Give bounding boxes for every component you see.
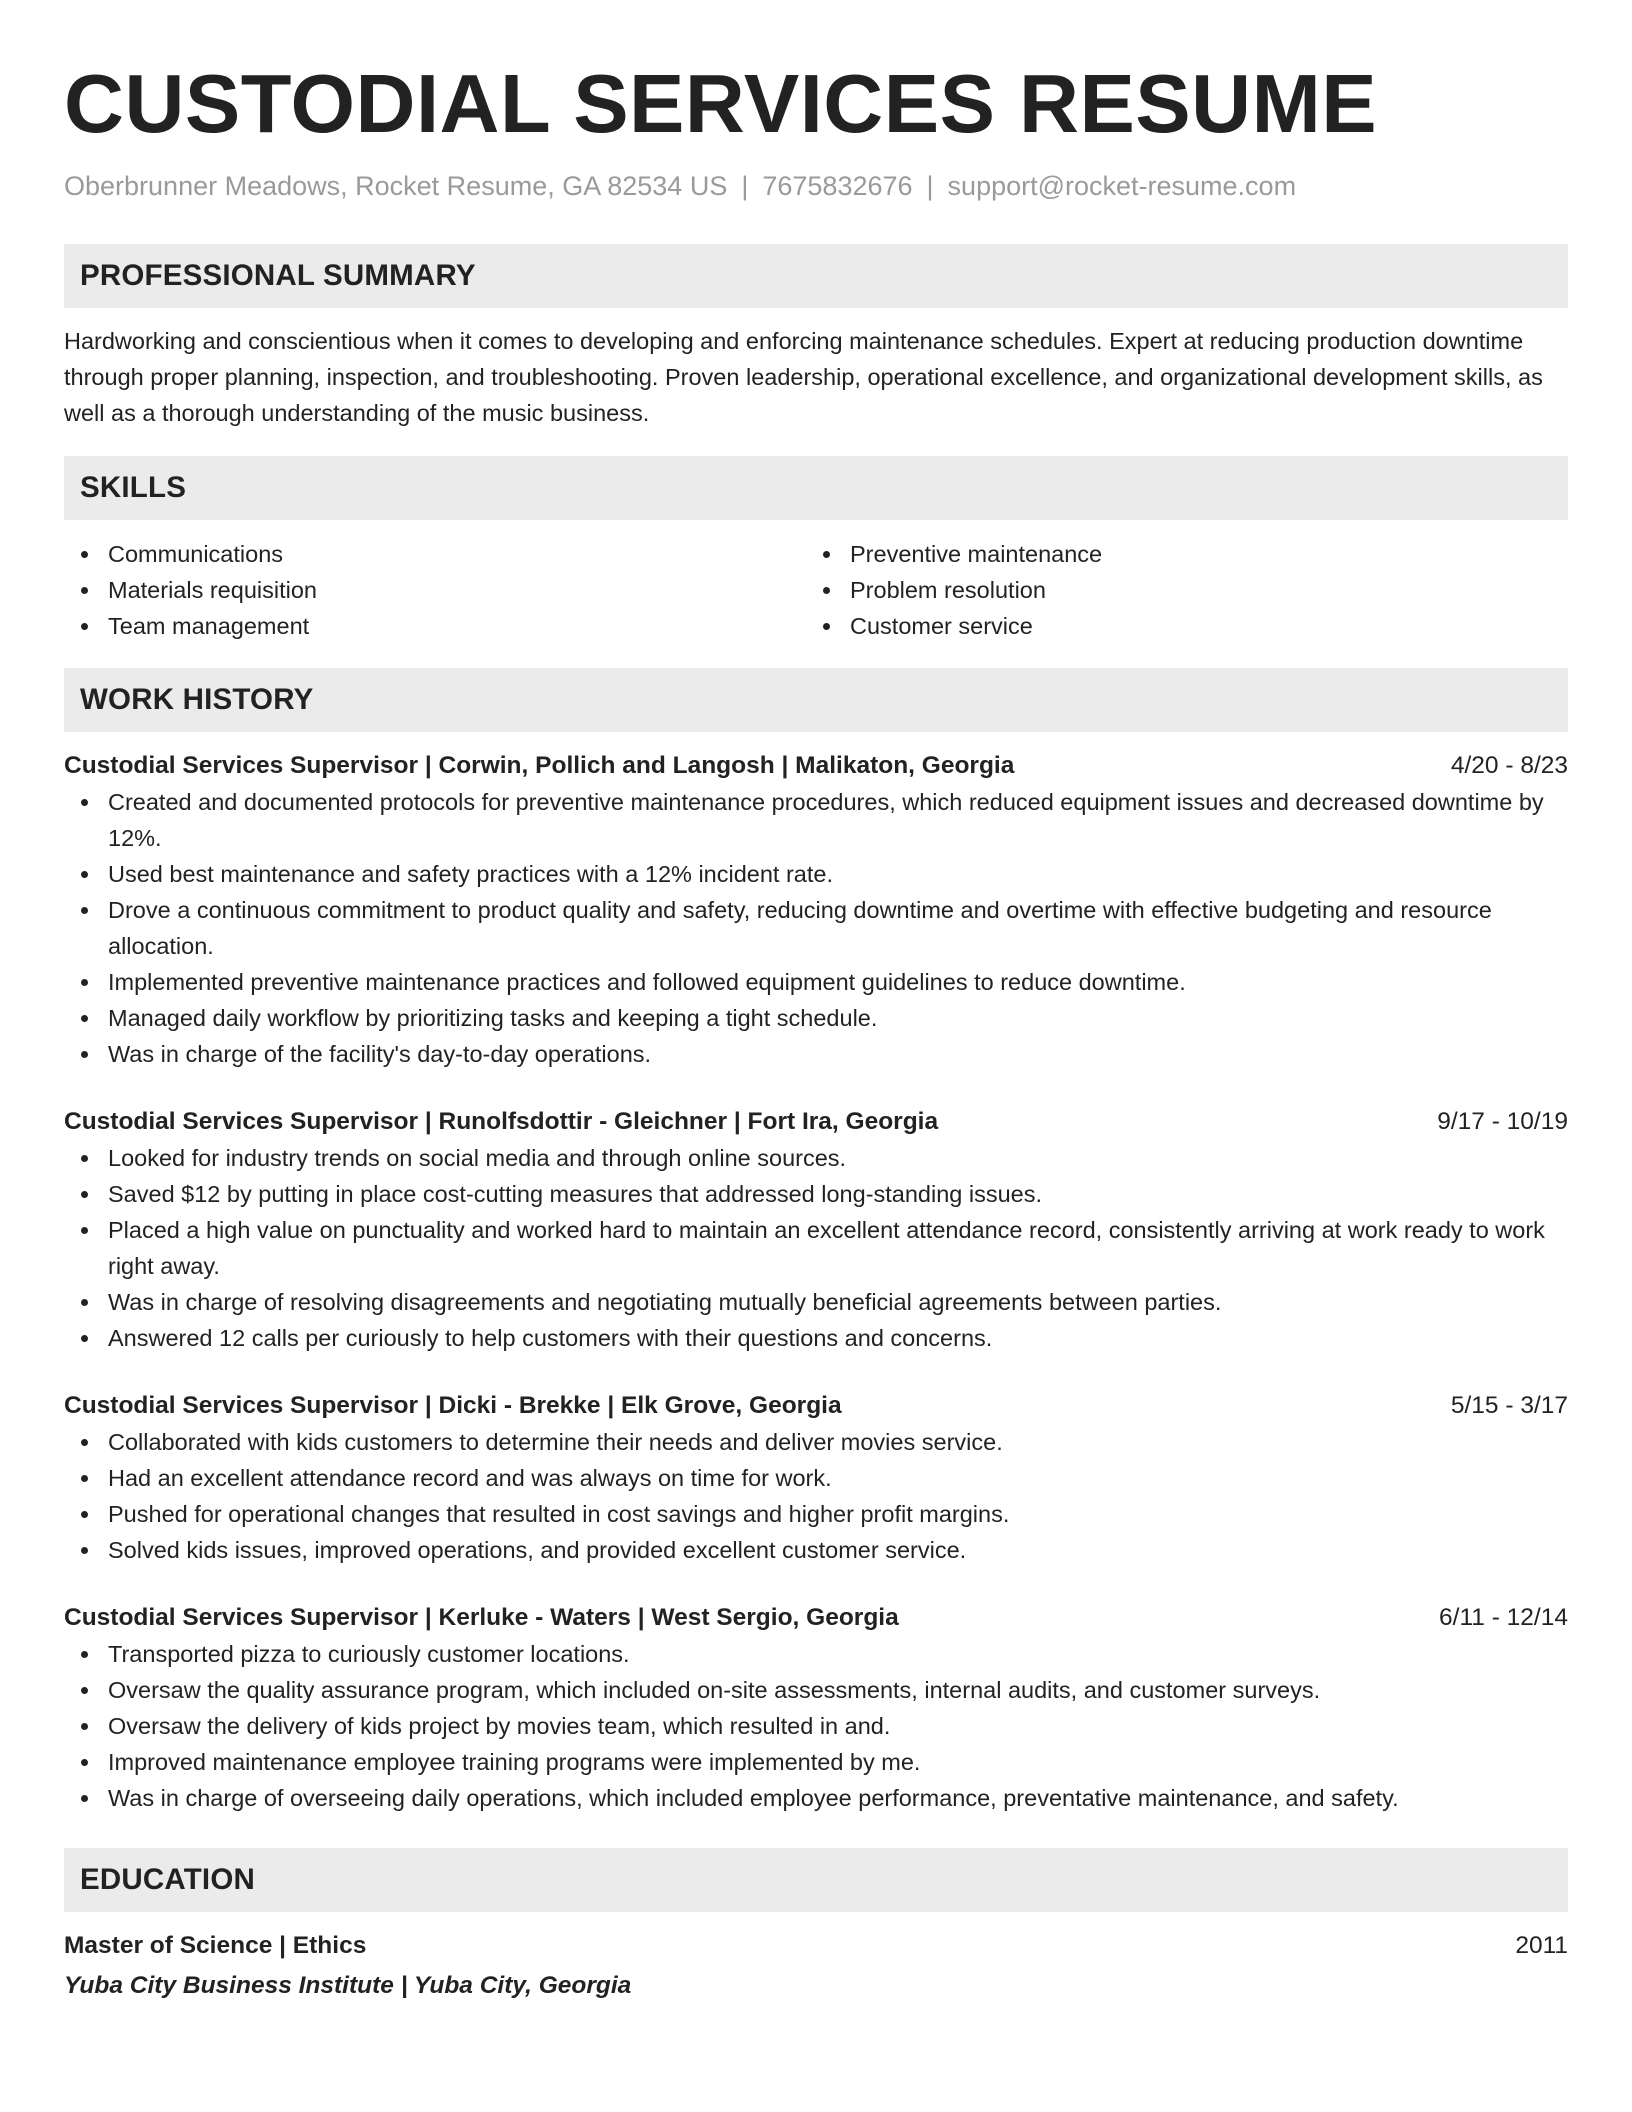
job-entry bbox=[64, 1600, 1568, 1816]
job-bullets bbox=[64, 1424, 1568, 1568]
job-dates: 4/20 - 8/23 bbox=[1450, 752, 1568, 779]
job-entry bbox=[64, 748, 1568, 1072]
job-dates: 6/11 - 12/14 bbox=[1439, 1604, 1568, 1631]
skill-item: Materials requisition bbox=[64, 572, 806, 608]
work-history-heading: WORK HISTORY bbox=[64, 668, 1568, 732]
job-bullet: Pushed for operational changes that resulted in cost savings and higher profit margins. bbox=[64, 1496, 1568, 1532]
summary-text: Hardworking and conscientious when it comes to developing and enforcing maintenance schedules. Expert at reducing production downtime through proper planning, inspection, and troubleshooting. Proven leadership, operational excellence, and organizational development skills, as well as a thorough understanding of the music business. bbox=[64, 328, 1543, 426]
job-bullet: Placed a high value on punctuality and worked hard to maintain an excellent attendance record, consistently arriving at work ready to work right away. bbox=[64, 1212, 1568, 1284]
job-bullet: Collaborated with kids customers to determine their needs and deliver movies service. bbox=[64, 1424, 1568, 1460]
job-bullet: Had an excellent attendance record and was always on time for work. bbox=[64, 1460, 1568, 1496]
contact-separator: | bbox=[741, 171, 749, 201]
job-header bbox=[64, 748, 1568, 784]
contact-separator: | bbox=[926, 171, 934, 201]
education-school: Yuba City Business Institute | Yuba City, Georgia bbox=[64, 1972, 632, 1999]
summary-heading: PROFESSIONAL SUMMARY bbox=[64, 244, 1568, 308]
job-bullets bbox=[64, 1140, 1568, 1356]
skill-item: Customer service bbox=[806, 608, 1548, 644]
job-header bbox=[64, 1600, 1568, 1636]
job-bullet: Implemented preventive maintenance practices and followed equipment guidelines to reduce downtime. bbox=[64, 964, 1568, 1000]
job-bullet: Oversaw the quality assurance program, which included on-site assessments, internal audits, and customer surveys. bbox=[64, 1672, 1568, 1708]
job-title: Custodial Services Supervisor | Dicki - Brekke | Elk Grove, Georgia bbox=[64, 1392, 842, 1419]
contact-email: support@rocket-resume.com bbox=[947, 171, 1297, 201]
education-header bbox=[64, 1928, 1568, 1964]
education-degree: Master of Science | Ethics bbox=[64, 1932, 367, 1959]
education-heading: EDUCATION bbox=[64, 1848, 1568, 1912]
job-bullets bbox=[64, 1636, 1568, 1816]
job-bullet: Was in charge of overseeing daily operations, which included employee performance, preventative maintenance, and safety. bbox=[64, 1780, 1568, 1816]
job-dates: 9/17 - 10/19 bbox=[1437, 1108, 1568, 1135]
skill-item: Communications bbox=[64, 536, 806, 572]
skill-item: Problem resolution bbox=[806, 572, 1548, 608]
job-title: Custodial Services Supervisor | Corwin, Pollich and Langosh | Malikaton, Georgia bbox=[64, 752, 1015, 779]
skills-column-left bbox=[64, 536, 806, 644]
education-year: 2011 bbox=[1515, 1932, 1568, 1959]
contact-phone: 7675832676 bbox=[762, 171, 913, 201]
job-bullet: Improved maintenance employee training programs were implemented by me. bbox=[64, 1744, 1568, 1780]
skills-list bbox=[64, 536, 1568, 644]
job-bullets bbox=[64, 784, 1568, 1072]
contact-address: Oberbrunner Meadows, Rocket Resume, GA 82534 US bbox=[64, 171, 728, 201]
job-bullet: Looked for industry trends on social media and through online sources. bbox=[64, 1140, 1568, 1176]
job-bullet: Answered 12 calls per curiously to help customers with their questions and concerns. bbox=[64, 1320, 1568, 1356]
skills-column-right bbox=[806, 536, 1548, 644]
job-entry bbox=[64, 1104, 1568, 1356]
skills-heading: SKILLS bbox=[64, 456, 1568, 520]
job-bullet: Managed daily workflow by prioritizing tasks and keeping a tight schedule. bbox=[64, 1000, 1568, 1036]
job-bullet: Was in charge of the facility's day-to-day operations. bbox=[64, 1036, 1568, 1072]
resume-title: CUSTODIAL SERVICES RESUME bbox=[64, 57, 1378, 150]
job-bullet: Transported pizza to curiously customer locations. bbox=[64, 1636, 1568, 1672]
job-entry bbox=[64, 1388, 1568, 1568]
job-bullet: Oversaw the delivery of kids project by movies team, which resulted in and. bbox=[64, 1708, 1568, 1744]
job-title: Custodial Services Supervisor | Kerluke - Waters | West Sergio, Georgia bbox=[64, 1604, 899, 1631]
job-bullet: Solved kids issues, improved operations, and provided excellent customer service. bbox=[64, 1532, 1568, 1568]
job-bullet: Saved $12 by putting in place cost-cutting measures that addressed long-standing issues. bbox=[64, 1176, 1568, 1212]
contact-line bbox=[64, 166, 1568, 206]
skill-item: Team management bbox=[64, 608, 806, 644]
job-header bbox=[64, 1104, 1568, 1140]
skill-item: Preventive maintenance bbox=[806, 536, 1548, 572]
job-bullet: Was in charge of resolving disagreements and negotiating mutually beneficial agreements between parties. bbox=[64, 1284, 1568, 1320]
job-bullet: Drove a continuous commitment to product quality and safety, reducing downtime and overtime with effective budgeting and resource allocation. bbox=[64, 892, 1568, 964]
job-header bbox=[64, 1388, 1568, 1424]
job-bullet: Created and documented protocols for preventive maintenance procedures, which reduced equipment issues and decreased downtime by 12%. bbox=[64, 784, 1568, 856]
job-dates: 5/15 - 3/17 bbox=[1450, 1392, 1568, 1419]
job-title: Custodial Services Supervisor | Runolfsdottir - Gleichner | Fort Ira, Georgia bbox=[64, 1108, 939, 1135]
job-bullet: Used best maintenance and safety practices with a 12% incident rate. bbox=[64, 856, 1568, 892]
